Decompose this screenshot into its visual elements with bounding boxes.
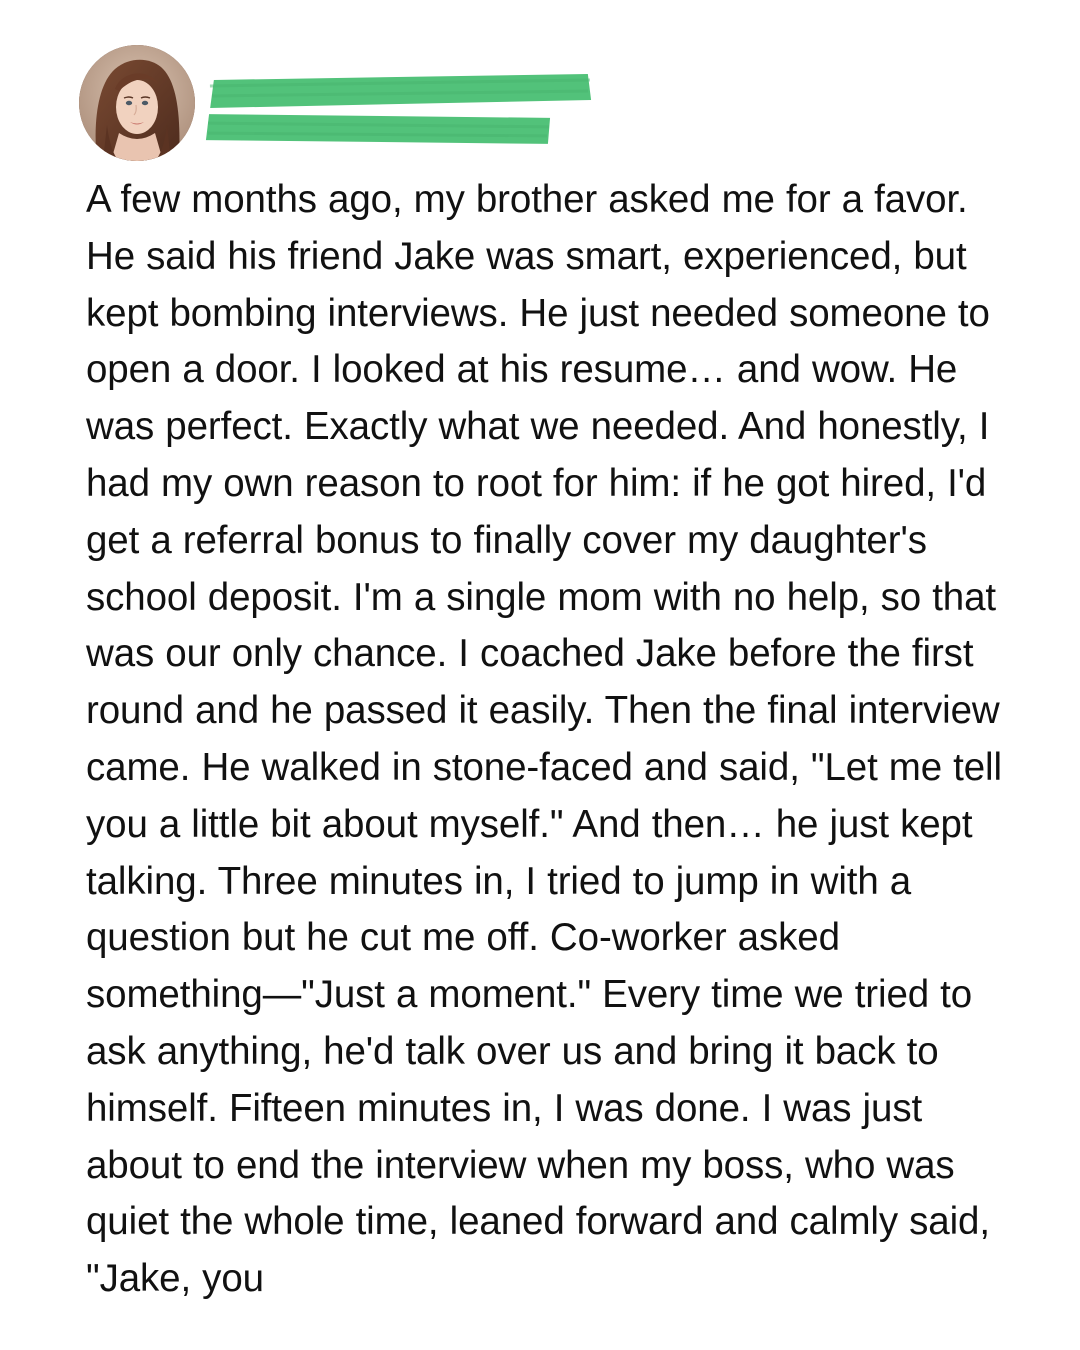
post-body-text: A few months ago, my brother asked me for a favor. He said his friend Jake was smart, experienced, but kept bombing interviews. He just needed someone to open a door. I looked at his resume… and wow. He was perfect. Exactly what we needed. And honestly, I had my own reason to root for him: if he got hired, I'd get a referral bonus to finally cover my daughter's school deposit. I'm a single mom with no help, so that was our only chance. I coached Jake before the first round and he passed it easily. Then the final interview came. He walked in stone-faced and said, "Let me tell you a little bit about myself." And then… he just kept talking. Three minutes in, I tried to jump in with a question but he cut me off. Co-worker asked something—"Just a moment." Every time we tried to ask anything, he'd talk over us and bring it back to himself. Fifteen minutes in, I was done. I was just about to end the interview when my boss, who was quiet the whole time, leaned forward and calmly said, "Jake, you [86,178,1002,1301]
redacted-handle [205,111,553,147]
post-header [0,0,1080,170]
redacted-username [208,72,592,110]
profile-photo-icon[interactable] [79,45,195,161]
